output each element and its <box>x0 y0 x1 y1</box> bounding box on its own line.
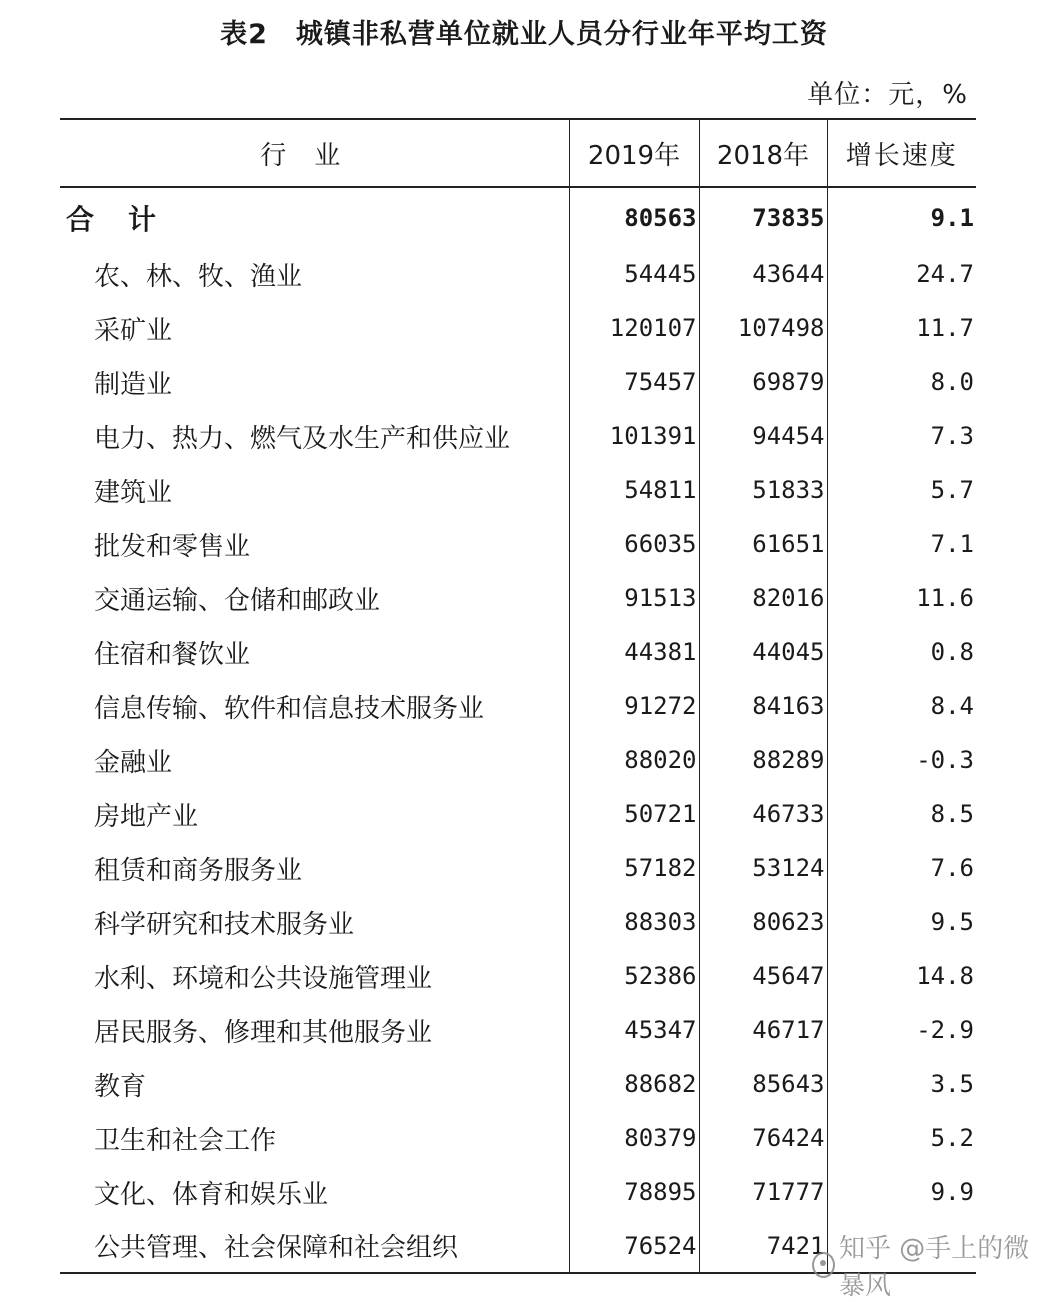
wage-2018: 46733 <box>699 787 827 841</box>
wage-2019: 91272 <box>569 679 699 733</box>
wage-2019: 52386 <box>569 949 699 1003</box>
header-2018: 2018年 <box>699 119 827 187</box>
growth-rate: 8.0 <box>827 355 976 409</box>
wage-2018: 53124 <box>699 841 827 895</box>
wage-2018: 43644 <box>699 247 827 301</box>
watermark <box>812 1228 1048 1302</box>
table-title-text: 城镇非私营单位就业人员分行业年平均工资 <box>295 19 828 50</box>
table-row <box>60 841 976 895</box>
growth-rate: -0.3 <box>827 733 976 787</box>
table-row <box>60 301 976 355</box>
table-row <box>60 1003 976 1057</box>
wage-2018: 94454 <box>699 409 827 463</box>
wage-2018: 61651 <box>699 517 827 571</box>
industry-name: 交通运输、仓储和邮政业 <box>94 585 381 616</box>
wage-2018: 51833 <box>699 463 827 517</box>
growth-rate: 11.7 <box>827 301 976 355</box>
growth-rate: 9.5 <box>827 895 976 949</box>
industry-name: 水利、环境和公共设施管理业 <box>94 963 433 994</box>
growth-rate: 8.5 <box>827 787 976 841</box>
wage-2019: 50721 <box>569 787 699 841</box>
wage-2018: 76424 <box>699 1111 827 1165</box>
wage-table <box>60 118 976 1274</box>
growth-rate: 5.2 <box>827 1111 976 1165</box>
wage-2019: 88020 <box>569 733 699 787</box>
table-number: 表2 <box>220 19 268 50</box>
wage-2018: 69879 <box>699 355 827 409</box>
growth-rate: 24.7 <box>827 247 976 301</box>
wage-2019: 54445 <box>569 247 699 301</box>
growth-rate: 0.8 <box>827 625 976 679</box>
total-2018: 73835 <box>699 187 827 247</box>
wage-2019: 88303 <box>569 895 699 949</box>
industry-name: 金融业 <box>94 747 173 778</box>
header-industry: 行业 <box>60 119 569 187</box>
table-row <box>60 355 976 409</box>
wage-2018: 82016 <box>699 571 827 625</box>
industry-name: 住宿和餐饮业 <box>94 639 251 670</box>
unit-label: 单位：元，% <box>807 80 968 110</box>
table-row <box>60 517 976 571</box>
table-row <box>60 625 976 679</box>
table-title <box>0 12 1048 51</box>
industry-name: 建筑业 <box>94 477 173 508</box>
growth-rate: 7.1 <box>827 517 976 571</box>
industry-name: 批发和零售业 <box>94 531 251 562</box>
growth-rate: 7.6 <box>827 841 976 895</box>
industry-name: 卫生和社会工作 <box>94 1125 277 1156</box>
wage-2018: 46717 <box>699 1003 827 1057</box>
industry-name: 教育 <box>94 1071 147 1102</box>
total-label: 合计 <box>66 202 191 236</box>
table-row <box>60 949 976 1003</box>
wage-2019: 78895 <box>569 1165 699 1219</box>
growth-rate: 14.8 <box>827 949 976 1003</box>
growth-rate: 5.7 <box>827 463 976 517</box>
industry-name: 信息传输、软件和信息技术服务业 <box>94 693 485 724</box>
industry-name: 文化、体育和娱乐业 <box>94 1179 329 1210</box>
industry-name: 租赁和商务服务业 <box>94 855 303 886</box>
table-row <box>60 463 976 517</box>
wage-2018: 107498 <box>699 301 827 355</box>
total-growth: 9.1 <box>827 187 976 247</box>
growth-rate: 3.5 <box>827 1057 976 1111</box>
header-2019: 2019年 <box>569 119 699 187</box>
growth-rate: 11.6 <box>827 571 976 625</box>
header-row <box>60 119 976 187</box>
table-row <box>60 1165 976 1219</box>
growth-rate: 8.4 <box>827 679 976 733</box>
growth-rate: 9.9 <box>827 1165 976 1219</box>
table-row <box>60 571 976 625</box>
wage-2019: 75457 <box>569 355 699 409</box>
watermark-text: 知乎 @手上的微暴风 <box>838 1234 1030 1301</box>
table-row <box>60 895 976 949</box>
wage-2019: 120107 <box>569 301 699 355</box>
industry-name: 科学研究和技术服务业 <box>94 909 355 940</box>
table-row <box>60 409 976 463</box>
wage-2018: 7421 <box>699 1219 827 1273</box>
table-row <box>60 1111 976 1165</box>
wage-2019: 45347 <box>569 1003 699 1057</box>
industry-name: 制造业 <box>94 369 173 400</box>
wage-2019: 44381 <box>569 625 699 679</box>
wage-2018: 80623 <box>699 895 827 949</box>
wage-2018: 44045 <box>699 625 827 679</box>
total-row <box>60 187 976 247</box>
industry-name: 房地产业 <box>94 801 199 832</box>
wage-2019: 101391 <box>569 409 699 463</box>
wage-2018: 84163 <box>699 679 827 733</box>
header-growth: 增长速度 <box>827 119 976 187</box>
table-row <box>60 679 976 733</box>
wage-2019: 66035 <box>569 517 699 571</box>
growth-rate: -2.9 <box>827 1003 976 1057</box>
wage-2018: 88289 <box>699 733 827 787</box>
wage-2018: 45647 <box>699 949 827 1003</box>
table-row <box>60 733 976 787</box>
industry-name: 电力、热力、燃气及水生产和供应业 <box>94 423 511 454</box>
industry-name: 居民服务、修理和其他服务业 <box>94 1017 433 1048</box>
industry-name: 公共管理、社会保障和社会组织 <box>60 1219 569 1273</box>
total-2019: 80563 <box>569 187 699 247</box>
wage-2018: 85643 <box>699 1057 827 1111</box>
wage-2019: 76524 <box>569 1219 699 1273</box>
table-row <box>60 787 976 841</box>
wage-2019: 54811 <box>569 463 699 517</box>
growth-rate: 7.3 <box>827 409 976 463</box>
table-row <box>60 1057 976 1111</box>
table-row <box>60 247 976 301</box>
wage-2018: 71777 <box>699 1165 827 1219</box>
watermark-logo-icon <box>812 1252 835 1278</box>
industry-name: 采矿业 <box>94 315 173 346</box>
industry-name: 农、林、牧、渔业 <box>94 261 303 292</box>
wage-2019: 88682 <box>569 1057 699 1111</box>
wage-2019: 57182 <box>569 841 699 895</box>
wage-2019: 80379 <box>569 1111 699 1165</box>
wage-2019: 91513 <box>569 571 699 625</box>
